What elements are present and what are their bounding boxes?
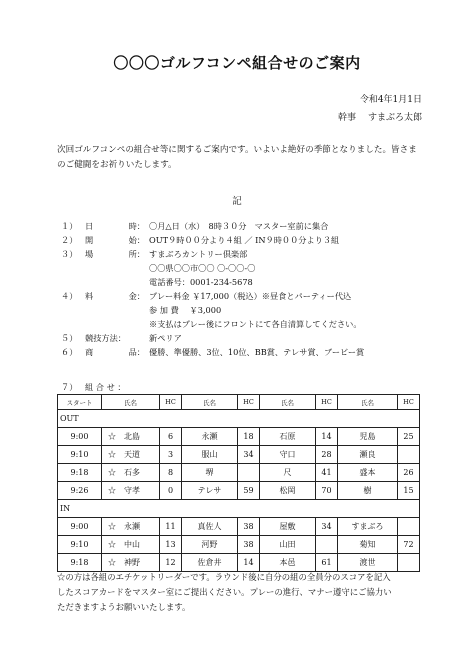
intro-line: 次回ゴルフコンペの組合せ等に関するご案内です。いよいよ絶好の季節となりました。皆さま bbox=[57, 145, 417, 155]
item-label bbox=[85, 219, 145, 233]
footer-line: ただきますようお願いいたします。 bbox=[57, 602, 191, 612]
item-label-part: 商 bbox=[85, 347, 94, 357]
item-label-part: 品： bbox=[128, 347, 145, 357]
item-label bbox=[85, 345, 145, 359]
event-details bbox=[57, 219, 437, 359]
handicap-cell: 11 bbox=[160, 518, 182, 536]
start-time-cell: 9:26 bbox=[58, 482, 102, 500]
item-label-part: 場 bbox=[85, 249, 94, 259]
player-name-cell: 守口 bbox=[260, 446, 316, 464]
detail-row bbox=[57, 261, 437, 275]
item-value: 参 加 費 ￥3,000 bbox=[149, 305, 222, 315]
item-label-part: 開 bbox=[85, 235, 94, 245]
column-header: HC bbox=[160, 395, 182, 410]
item-number: １） bbox=[61, 221, 78, 231]
detail-row bbox=[57, 289, 437, 303]
item-label-part: 競技方法： bbox=[85, 333, 126, 343]
section-row bbox=[58, 500, 420, 518]
table-header-row bbox=[58, 395, 420, 410]
table-row bbox=[58, 518, 420, 536]
item-value: すまぶろカントリー倶楽部 bbox=[149, 249, 248, 259]
table-row bbox=[58, 446, 420, 464]
handicap-cell bbox=[398, 518, 420, 536]
player-name-cell: 本邑 bbox=[260, 554, 316, 572]
item-value: 〇〇県〇〇市〇〇 〇-〇〇-〇 bbox=[149, 263, 256, 273]
handicap-cell: 25 bbox=[398, 428, 420, 446]
section-row bbox=[58, 410, 420, 428]
sender-role: 幹事 bbox=[337, 113, 356, 123]
player-name-cell: 屋敷 bbox=[260, 518, 316, 536]
item-number: ７） bbox=[61, 382, 78, 392]
handicap-cell: 34 bbox=[238, 446, 260, 464]
item-value: 電話番号：0001-234-5678 bbox=[149, 277, 253, 287]
handicap-cell: 38 bbox=[238, 536, 260, 554]
item-value: 新ペリア bbox=[149, 333, 182, 343]
handicap-cell: 14 bbox=[316, 428, 338, 446]
detail-row bbox=[57, 219, 437, 233]
sender-name: すまぶろ太郎 bbox=[367, 113, 422, 123]
player-name-cell: すまぶろ bbox=[338, 518, 398, 536]
player-name-cell: ☆ 石多 bbox=[102, 464, 160, 482]
start-time-cell: 9:10 bbox=[58, 446, 102, 464]
handicap-cell: 72 bbox=[398, 536, 420, 554]
player-name-cell: ☆ 北島 bbox=[102, 428, 160, 446]
item-number: ４） bbox=[61, 291, 78, 301]
handicap-cell bbox=[398, 446, 420, 464]
item-number: ６） bbox=[61, 347, 78, 357]
table-row bbox=[58, 482, 420, 500]
sender bbox=[338, 110, 422, 123]
detail-row bbox=[57, 317, 437, 331]
item-value: ※支払はプレー後にフロントにて各自清算してください。 bbox=[149, 319, 362, 329]
player-name-cell: 渡世 bbox=[338, 554, 398, 572]
footer-line: したスコアカードをマスター室にご提出ください。プレーの進行、マナー遵守にご協力い bbox=[57, 587, 392, 597]
start-time-cell: 9:00 bbox=[58, 518, 102, 536]
footer-note bbox=[57, 570, 419, 615]
player-name-cell: ☆ 永瀬 bbox=[102, 518, 160, 536]
table-row bbox=[58, 554, 420, 572]
item-value: プレー料金 ￥17,000（税込）※昼食とパーティー代込 bbox=[149, 291, 352, 301]
player-name-cell: 堺 bbox=[182, 464, 238, 482]
handicap-cell: 38 bbox=[238, 518, 260, 536]
player-name-cell: ☆ 守孝 bbox=[102, 482, 160, 500]
player-name-cell: 尺 bbox=[260, 464, 316, 482]
column-header: HC bbox=[316, 395, 338, 410]
item-label-part: 金： bbox=[128, 291, 145, 301]
column-header: HC bbox=[238, 395, 260, 410]
start-time-cell: 9:18 bbox=[58, 464, 102, 482]
item-number: ２） bbox=[61, 235, 78, 245]
handicap-cell: 12 bbox=[160, 554, 182, 572]
item-value: 優勝、準優勝、3位、10位、BB賞、テレサ賞、ブービー賞 bbox=[149, 347, 365, 357]
item-number: ５） bbox=[61, 333, 78, 343]
item-label bbox=[85, 289, 145, 303]
column-header: 氏名 bbox=[102, 395, 160, 410]
player-name-cell: テレサ bbox=[182, 482, 238, 500]
player-name-cell: 永瀬 bbox=[182, 428, 238, 446]
handicap-cell: 28 bbox=[316, 446, 338, 464]
player-name-cell: 樹 bbox=[338, 482, 398, 500]
handicap-cell: 61 bbox=[316, 554, 338, 572]
issue-date: 令和4年1月1日 bbox=[359, 95, 422, 105]
player-name-cell: 河野 bbox=[182, 536, 238, 554]
handicap-cell: 41 bbox=[316, 464, 338, 482]
item-value: 〇月△日（水） 8時３０分 マスター室前に集合 bbox=[149, 221, 329, 231]
handicap-cell: 34 bbox=[316, 518, 338, 536]
handicap-cell: 3 bbox=[160, 446, 182, 464]
detail-row bbox=[57, 247, 437, 261]
column-header: 氏名 bbox=[260, 395, 316, 410]
schedule-heading bbox=[57, 380, 357, 394]
detail-row bbox=[57, 303, 437, 317]
handicap-cell: 15 bbox=[398, 482, 420, 500]
item-label-part: 始： bbox=[128, 235, 145, 245]
column-header: スタート bbox=[58, 395, 102, 410]
handicap-cell: 13 bbox=[160, 536, 182, 554]
player-name-cell: 児島 bbox=[338, 428, 398, 446]
table-row bbox=[58, 536, 420, 554]
item-label-part: 日 bbox=[85, 221, 94, 231]
detail-row bbox=[57, 275, 437, 289]
handicap-cell: 26 bbox=[398, 464, 420, 482]
player-name-cell: ☆ 中山 bbox=[102, 536, 160, 554]
handicap-cell bbox=[316, 536, 338, 554]
table-row bbox=[58, 428, 420, 446]
player-name-cell: ☆ 天道 bbox=[102, 446, 160, 464]
handicap-cell: 18 bbox=[238, 428, 260, 446]
detail-row bbox=[57, 345, 437, 359]
handicap-cell: 14 bbox=[238, 554, 260, 572]
item-label-part: 料 bbox=[85, 291, 94, 301]
handicap-cell: 0 bbox=[160, 482, 182, 500]
handicap-cell: 8 bbox=[160, 464, 182, 482]
handicap-cell bbox=[238, 464, 260, 482]
item-label-part: 時： bbox=[128, 221, 145, 231]
item-label bbox=[85, 233, 145, 247]
player-name-cell: 松岡 bbox=[260, 482, 316, 500]
section-label: OUT bbox=[58, 410, 420, 428]
player-name-cell: 瀬良 bbox=[338, 446, 398, 464]
item-value: OUT９時００分より４組 ／ IN９時００分より３組 bbox=[149, 235, 340, 245]
pairings-table bbox=[57, 394, 420, 572]
player-name-cell: ☆ 神野 bbox=[102, 554, 160, 572]
player-name-cell: 佐倉井 bbox=[182, 554, 238, 572]
start-time-cell: 9:10 bbox=[58, 536, 102, 554]
column-header: 氏名 bbox=[182, 395, 238, 410]
item-number: ３） bbox=[61, 249, 78, 259]
player-name-cell: 菊知 bbox=[338, 536, 398, 554]
item-label-part: 所： bbox=[128, 249, 145, 259]
handicap-cell: 59 bbox=[238, 482, 260, 500]
handicap-cell bbox=[398, 554, 420, 572]
column-header: HC bbox=[398, 395, 420, 410]
section-label: IN bbox=[58, 500, 420, 518]
player-name-cell: 真佐人 bbox=[182, 518, 238, 536]
handicap-cell: 70 bbox=[316, 482, 338, 500]
start-time-cell: 9:18 bbox=[58, 554, 102, 572]
item-label bbox=[85, 331, 145, 345]
footer-line: ☆の方は各組のエチケットリーダーです。ラウンド後に自分の組の全員分のスコアを記入 bbox=[57, 572, 391, 582]
player-name-cell: 山田 bbox=[260, 536, 316, 554]
table-row bbox=[58, 464, 420, 482]
item-label: 組 合 せ ： bbox=[85, 382, 126, 392]
start-time-cell: 9:00 bbox=[58, 428, 102, 446]
player-name-cell: 盛本 bbox=[338, 464, 398, 482]
detail-row bbox=[57, 331, 437, 345]
detail-row bbox=[57, 233, 437, 247]
intro-text bbox=[57, 143, 419, 173]
document-title: 〇〇〇ゴルフコンペ組合せのご案内 bbox=[113, 54, 361, 72]
player-name-cell: 石原 bbox=[260, 428, 316, 446]
ki-heading: 記 bbox=[232, 196, 242, 207]
column-header: 氏名 bbox=[338, 395, 398, 410]
handicap-cell: 6 bbox=[160, 428, 182, 446]
intro-line: のご健闘をお祈りいたします。 bbox=[57, 160, 177, 170]
item-label bbox=[85, 247, 145, 261]
player-name-cell: 服山 bbox=[182, 446, 238, 464]
